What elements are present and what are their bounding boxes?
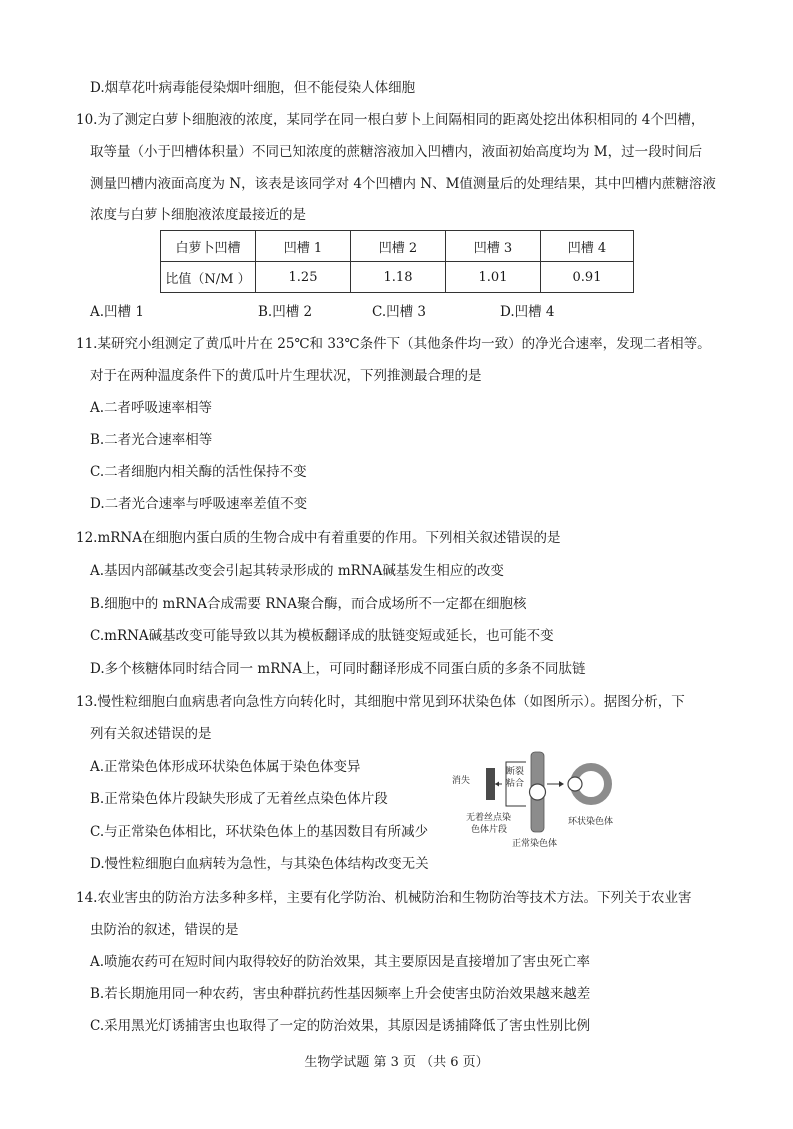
q11-stem-line1: 11.某研究小组测定了黄瓜叶片在 25℃和 33℃条件下（其他条件均一致）的净光合速率，发现二者相等。 [76, 336, 711, 352]
acentric-fragment-shape [486, 768, 495, 800]
ring-chromosome-diagram [448, 748, 648, 852]
table-header-row [161, 231, 634, 262]
q11-option-d: D.二者光合速率与呼吸速率差值不变 [90, 496, 308, 512]
table-cell: 凹槽 4 [541, 231, 634, 262]
table-row [161, 262, 634, 293]
q10-stem-line3: 测量凹槽内液面高度为 N，该表是该同学对 4个凹槽内 N、M值测量后的处理结果，其中凹槽内蔗糖溶液 [90, 176, 716, 192]
diagram-label-break: 断裂 [506, 767, 525, 777]
table-cell: 凹槽 1 [256, 231, 351, 262]
centromere-shape [530, 784, 546, 800]
q11-option-b: B.二者光合速率相等 [90, 432, 213, 448]
q9-option-d: D.烟草花叶病毒能侵染烟叶细胞，但不能侵染人体细胞 [90, 80, 416, 96]
q14-option-a: A.喷施农药可在短时间内取得较好的防治效果，其主要原因是直接增加了害虫死亡率 [90, 954, 591, 970]
q10-stem-line2: 取等量（小于凹槽体积量）不同已知浓度的蔗糖溶液加入凹槽内，液面初始高度均为 M，过一段时间后 [90, 144, 703, 160]
diagram-label-normal: 正常染色体 [512, 839, 558, 849]
ring-centromere-shape [568, 777, 582, 791]
q11-option-a: A.二者呼吸速率相等 [90, 400, 213, 416]
table-cell: 1.25 [256, 262, 351, 293]
diagram-label-fragment-2: 色体片段 [471, 825, 508, 835]
q12-option-c: C.mRNA碱基改变可能导致以其为模板翻译成的肽链变短或延长，也可能不变 [90, 628, 554, 644]
q10-option-d: D.凹槽 4 [500, 304, 555, 320]
table-cell: 白萝卜凹槽 [161, 231, 256, 262]
diagram-label-disappear: 消失 [452, 776, 471, 786]
table-cell: 凹槽 2 [351, 231, 446, 262]
q14-option-c: C.采用黑光灯诱捕害虫也取得了一定的防治效果，其原因是诱捕降低了害虫性别比例 [90, 1018, 591, 1034]
diagram-label-ring: 环状染色体 [568, 817, 614, 827]
arrow-head-icon [559, 781, 564, 787]
q12-option-d: D.多个核糖体同时结合同一 mRNA上，可同时翻译形成不同蛋白质的多条不同肽链 [90, 661, 586, 677]
q10-option-b: B.凹槽 2 [258, 304, 313, 320]
q13-option-d: D.慢性粒细胞白血病转为急性，与其染色体结构改变无关 [90, 856, 429, 872]
q12-option-b: B.细胞中的 mRNA合成需要 RNA聚合酶，而合成场所不一定都在细胞核 [90, 596, 527, 612]
q13-option-a: A.正常染色体形成环状染色体属于染色体变异 [90, 759, 361, 775]
table-cell: 比值（N/M ） [161, 262, 256, 293]
q10-data-table [160, 230, 634, 293]
q12-option-a: A.基因内部碱基改变会引起其转录形成的 mRNA碱基发生相应的改变 [90, 563, 504, 579]
q11-option-c: C.二者细胞内相关酶的活性保持不变 [90, 464, 307, 480]
q13-stem-line1: 13.慢性粒细胞白血病患者向急性方向转化时，其细胞中常见到环状染色体（如图所示）。据图分析，下 [76, 694, 685, 710]
q13-option-b: B.正常染色体片段缺失形成了无着丝点染色体片段 [90, 791, 388, 807]
diagram-label-fragment: 无着丝点染 [466, 813, 512, 823]
q10-stem-line4: 浓度与白萝卜细胞液浓度最接近的是 [90, 207, 306, 223]
q10-option-a: A.凹槽 1 [90, 304, 144, 320]
q11-stem-line2: 对于在两种温度条件下的黄瓜叶片生理状况，下列推测最合理的是 [90, 368, 482, 384]
q14-option-b: B.若长期施用同一种农药，害虫种群抗药性基因频率上升会使害虫防治效果越来越差 [90, 986, 591, 1002]
diagram-label-join: 粘合 [506, 779, 525, 789]
q14-stem-line2: 虫防治的叙述，错误的是 [90, 922, 239, 938]
table-cell: 0.91 [541, 262, 634, 293]
page-footer: 生物学试题 第 3 页 （共 6 页） [304, 1055, 489, 1070]
table-cell: 1.18 [351, 262, 446, 293]
arrow-head-icon [495, 782, 499, 787]
q14-stem-line1: 14.农业害虫的防治方法多种多样，主要有化学防治、机械防治和生物防治等技术方法。下列关于农业害 [76, 890, 692, 906]
q13-stem-line2: 列有关叙述错误的是 [90, 726, 212, 742]
q10-option-c: C.凹槽 3 [372, 304, 427, 320]
q12-stem-line1: 12.mRNA在细胞内蛋白质的生物合成中有着重要的作用。下列相关叙述错误的是 [76, 530, 561, 546]
q13-option-c: C.与正常染色体相比，环状染色体上的基因数目有所减少 [90, 824, 429, 840]
table-cell: 凹槽 3 [446, 231, 541, 262]
q10-stem-line1: 10.为了测定白萝卜细胞液的浓度，某同学在同一根白萝卜上间隔相同的距离处挖出体积相同的 4个凹槽， [76, 112, 705, 128]
table-cell: 1.01 [446, 262, 541, 293]
